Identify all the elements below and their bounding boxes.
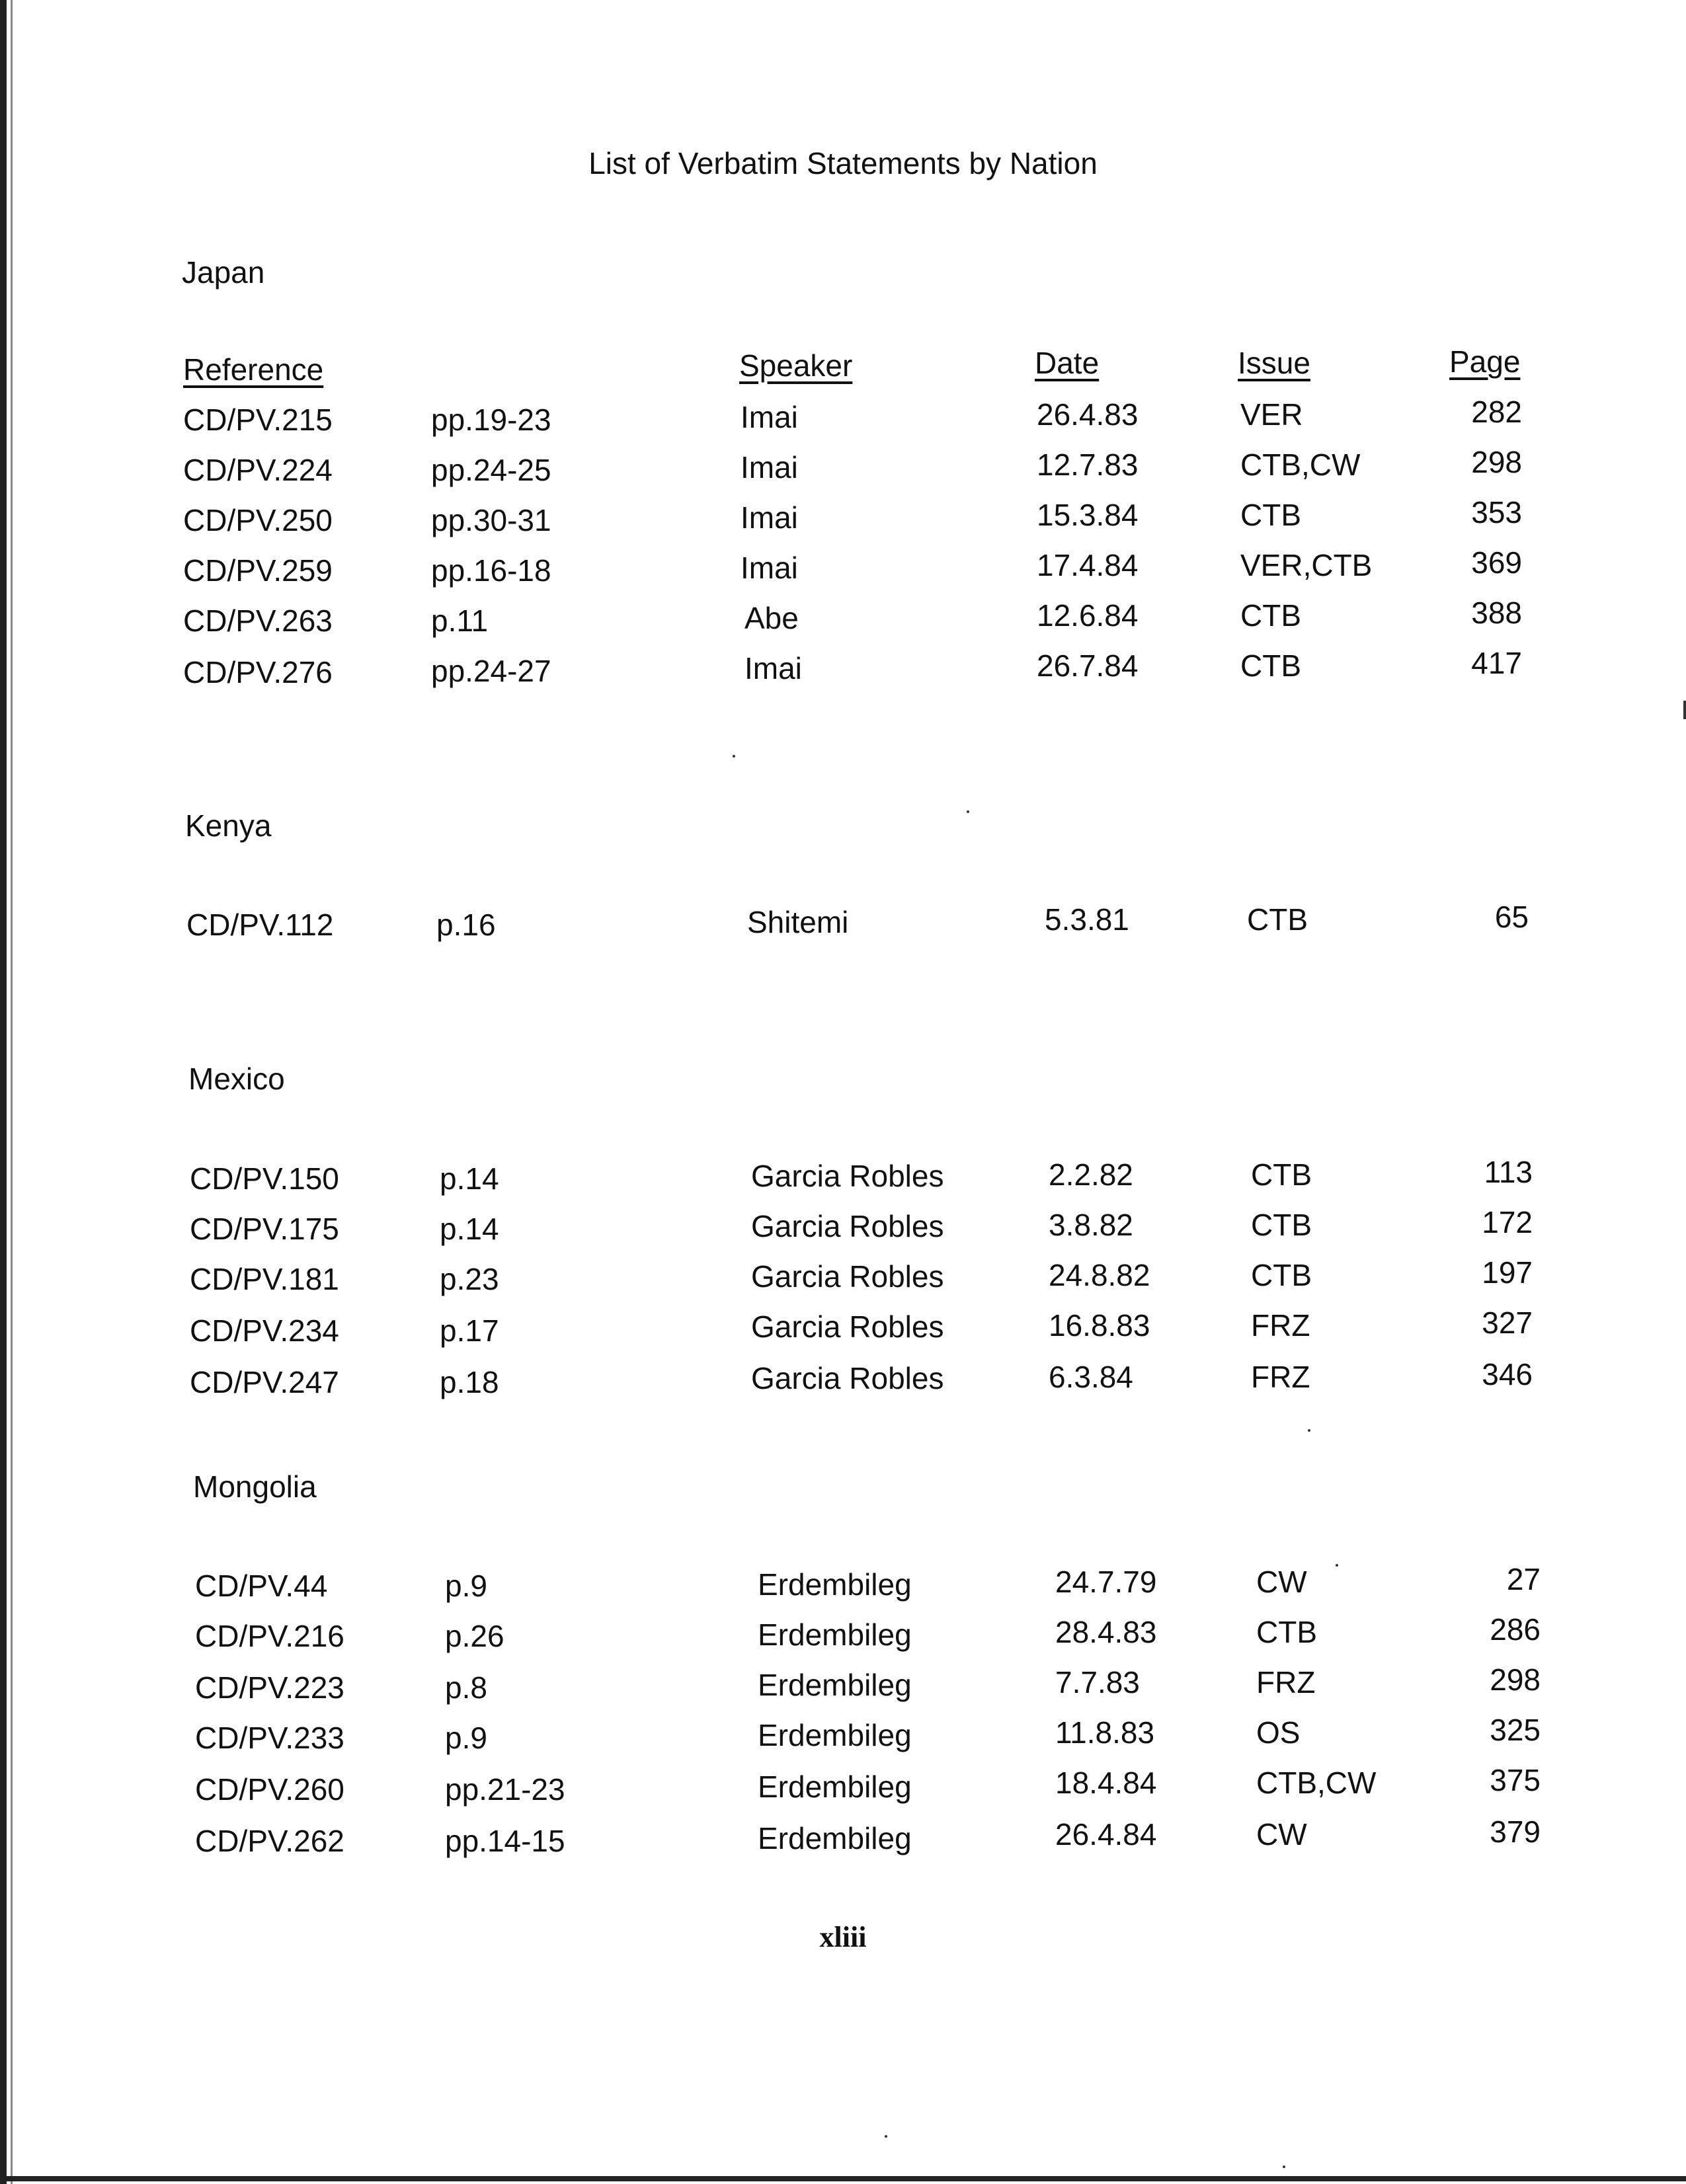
date-cell: 12.7.83 [1037,448,1139,482]
speaker-cell: Garcia Robles [751,1159,944,1193]
pages-cell: p.8 [445,1670,487,1705]
speaker-cell: Imai [741,500,798,535]
scan-speck [967,810,969,813]
scan-speck [1283,2165,1285,2168]
pages-cell: p.17 [440,1313,499,1348]
page-number-cell: 298 [1490,1662,1541,1697]
pages-cell: p.9 [445,1569,487,1603]
issue-cell: VER,CTB [1240,548,1373,582]
reference-cell: CD/PV.150 [190,1161,339,1196]
page-number-cell: 65 [1494,900,1529,934]
page-number-cell: 346 [1482,1357,1533,1391]
date-cell: 26.4.83 [1037,397,1139,432]
reference-cell: CD/PV.263 [183,604,333,638]
reference-cell: CD/PV.234 [190,1313,339,1348]
page-number-cell: 325 [1490,1713,1541,1747]
reference-cell: CD/PV.260 [195,1772,344,1807]
reference-cell: CD/PV.259 [183,553,333,588]
pages-cell: pp.21-23 [445,1772,565,1807]
pages-cell: pp.16-18 [431,553,551,588]
speaker-cell: Imai [741,400,798,434]
issue-cell: CTB [1240,648,1301,683]
issue-cell: CW [1256,1565,1307,1599]
date-cell: 2.2.82 [1049,1157,1133,1192]
speaker-cell: Erdembileg [758,1618,912,1652]
scan-speck [1308,1429,1310,1432]
issue-cell: VER [1240,397,1303,432]
page-number-cell: 327 [1482,1306,1533,1340]
date-cell: 12.6.84 [1037,598,1139,633]
speaker-cell: Abe [744,601,799,635]
page-number-cell: 379 [1490,1814,1541,1849]
issue-cell: CW [1256,1817,1307,1852]
page-number-cell: 417 [1471,646,1522,680]
section-name: Kenya [185,808,272,843]
reference-cell: CD/PV.247 [190,1365,339,1399]
page-number-cell: 286 [1490,1612,1541,1647]
reference-cell: CD/PV.181 [190,1262,339,1296]
scan-speck [733,755,735,758]
scan-border-bottom [0,2176,1686,2181]
date-cell: 26.7.84 [1037,648,1139,683]
date-cell: 16.8.83 [1049,1308,1150,1343]
speaker-cell: Garcia Robles [751,1309,944,1344]
issue-cell: OS [1256,1715,1301,1750]
page-number-cell: 375 [1490,1763,1541,1797]
issue-cell: FRZ [1251,1360,1310,1394]
page-number-roman: xliii [819,1921,867,1953]
section-name: Mongolia [193,1469,317,1504]
pages-cell: p.14 [440,1212,499,1246]
date-cell: 24.8.82 [1049,1258,1150,1292]
pages-cell: p.18 [440,1365,499,1399]
page-number-cell: 298 [1471,445,1522,479]
reference-cell: CD/PV.262 [195,1824,344,1858]
speaker-cell: Erdembileg [758,1668,912,1702]
reference-cell: CD/PV.224 [183,453,333,487]
issue-cell: CTB,CW [1256,1766,1377,1800]
reference-cell: CD/PV.250 [183,503,333,537]
speaker-cell: Shitemi [747,905,849,939]
page-number-cell: 172 [1482,1205,1533,1239]
date-cell: 6.3.84 [1049,1360,1133,1394]
date-cell: 7.7.83 [1055,1665,1140,1699]
pages-cell: p.14 [440,1161,499,1196]
pages-cell: p.26 [445,1619,504,1653]
date-cell: 15.3.84 [1037,498,1139,532]
speaker-cell: Imai [741,551,798,585]
date-cell: 28.4.83 [1055,1615,1157,1649]
reference-cell: CD/PV.223 [195,1670,344,1705]
page-number-cell: 388 [1471,596,1522,630]
page-number-cell: 197 [1482,1255,1533,1290]
speaker-cell: Imai [744,651,802,685]
issue-cell: CTB [1251,1208,1312,1242]
pages-cell: p.16 [436,908,496,942]
issue-cell: CTB [1251,1258,1312,1292]
header-reference: Reference [183,352,324,387]
section-name: Mexico [188,1062,285,1096]
section-name: Japan [182,255,265,290]
date-cell: 26.4.84 [1055,1817,1157,1852]
pages-cell: pp.30-31 [431,503,551,537]
pages-cell: pp.24-27 [431,654,551,688]
speaker-cell: Erdembileg [758,1770,912,1804]
scan-speck [1336,1564,1338,1567]
reference-cell: CD/PV.276 [183,655,333,689]
issue-cell: CTB [1256,1615,1317,1649]
page-number-cell: 27 [1506,1562,1541,1596]
reference-cell: CD/PV.175 [190,1212,339,1246]
pages-cell: pp.14-15 [445,1824,565,1858]
date-cell: 24.7.79 [1055,1565,1157,1599]
speaker-cell: Erdembileg [758,1718,912,1752]
speaker-cell: Erdembileg [758,1567,912,1602]
issue-cell: CTB,CW [1240,448,1361,482]
header-issue: Issue [1238,346,1310,380]
page-number-cell: 353 [1471,495,1522,529]
page-number-cell: 369 [1471,545,1522,580]
reference-cell: CD/PV.215 [183,403,333,437]
page-title: List of Verbatim Statements by Nation [588,146,1098,180]
header-page: Page [1449,344,1521,379]
page-number-cell: 113 [1484,1155,1533,1189]
speaker-cell: Erdembileg [758,1821,912,1855]
date-cell: 3.8.82 [1049,1208,1133,1242]
scan-border-left-thin [11,0,13,2184]
pages-cell: pp.19-23 [431,403,551,437]
scan-edge-mark [1683,701,1686,719]
reference-cell: CD/PV.112 [186,908,334,942]
scan-speck [885,2135,887,2138]
date-cell: 18.4.84 [1055,1766,1157,1800]
reference-cell: CD/PV.216 [195,1619,344,1653]
issue-cell: CTB [1247,902,1308,937]
pages-cell: p.23 [440,1262,499,1296]
header-date: Date [1035,346,1100,380]
date-cell: 5.3.81 [1045,902,1129,937]
issue-cell: CTB [1240,498,1301,532]
page-number-cell: 282 [1471,395,1522,429]
pages-cell: p.9 [445,1721,487,1755]
speaker-cell: Garcia Robles [751,1209,944,1243]
issue-cell: CTB [1251,1157,1312,1192]
speaker-cell: Garcia Robles [751,1259,944,1294]
date-cell: 17.4.84 [1037,548,1139,582]
reference-cell: CD/PV.44 [195,1569,328,1603]
speaker-cell: Imai [741,450,798,485]
header-speaker: Speaker [739,348,853,383]
date-cell: 11.8.83 [1055,1715,1155,1750]
pages-cell: p.11 [431,604,489,638]
reference-cell: CD/PV.233 [195,1721,344,1755]
scan-border-left [0,0,7,2184]
speaker-cell: Garcia Robles [751,1361,944,1395]
issue-cell: CTB [1240,598,1301,633]
issue-cell: FRZ [1256,1665,1316,1699]
issue-cell: FRZ [1251,1308,1310,1343]
pages-cell: pp.24-25 [431,453,551,487]
